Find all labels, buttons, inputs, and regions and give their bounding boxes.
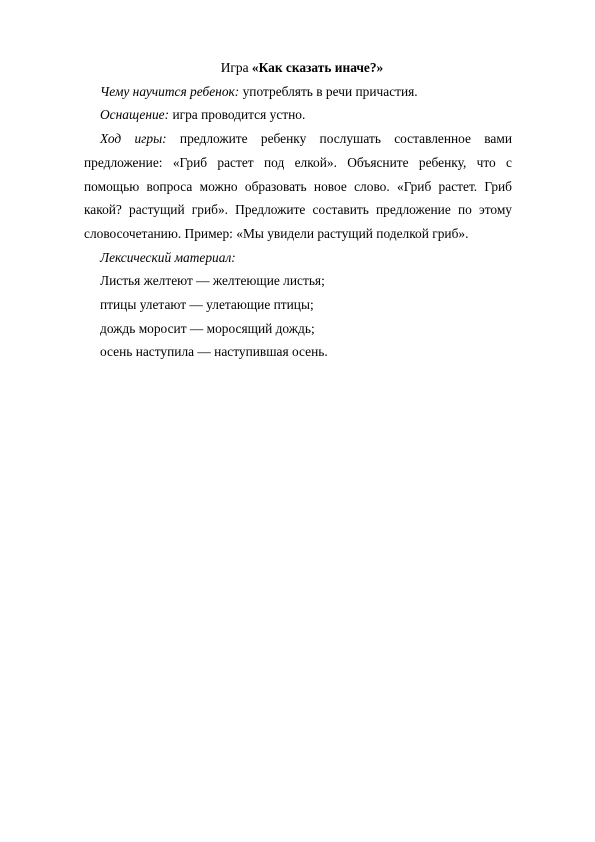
goal-label: Чему научится ребенок: xyxy=(100,83,240,99)
goal-paragraph xyxy=(84,80,512,104)
lexical-line-1: Листья желтеют — желтеющие листья; xyxy=(100,273,325,289)
goal-text: употреблять в речи причастия. xyxy=(239,83,418,99)
document-title xyxy=(84,56,512,80)
equipment-text: игра проводится устно. xyxy=(169,107,306,123)
lexical-label: Лексический материал: xyxy=(100,249,236,265)
procedure-text: предложите ребенку послушать составленное вами предложение: «Гриб растет под елкой». Объясните ребенку, что с помощью вопроса можно образовать новое слово. «Гриб растет. Гриб какой? растущий гриб». Предложите составить предложение по этому словосочетанию. Пример: «Мы увидели растущий поделкой гриб». xyxy=(84,131,512,241)
lexical-heading xyxy=(84,246,512,270)
document-page xyxy=(84,56,512,364)
lexical-line-3: дождь моросит — моросящий дождь; xyxy=(100,320,315,336)
lexical-line-4: осень наступила — наступившая осень. xyxy=(100,344,328,360)
equipment-label: Оснащение: xyxy=(100,107,170,123)
lexical-line-2: птицы улетают — улетающие птицы; xyxy=(100,297,314,313)
title-game-name: «Как сказать иначе?» xyxy=(251,60,384,75)
equipment-paragraph xyxy=(84,103,512,127)
title-prefix: Игра xyxy=(220,60,252,75)
procedure-paragraph xyxy=(84,127,512,246)
procedure-label: Ход игры: xyxy=(100,131,167,147)
